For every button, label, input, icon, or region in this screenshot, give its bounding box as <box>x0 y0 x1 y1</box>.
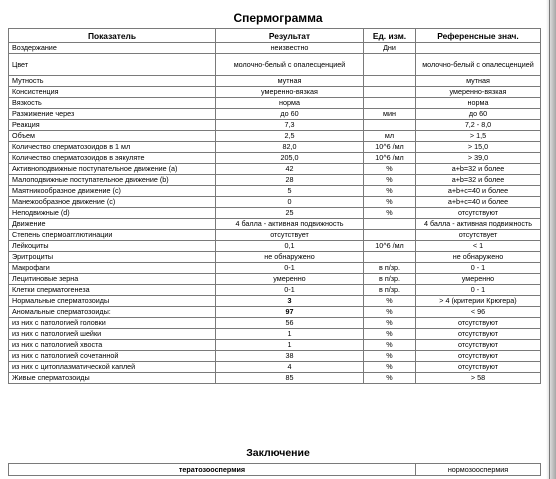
conclusion-table <box>8 463 541 476</box>
cell-result: 4 балла - активная подвижность <box>216 219 364 230</box>
cell-unit <box>364 76 416 87</box>
cell-unit: % <box>364 340 416 351</box>
table-row <box>9 318 541 329</box>
header-result: Результат <box>216 29 364 43</box>
table-row <box>9 131 541 142</box>
cell-indicator: из них с цитоплазматической каплей <box>9 362 216 373</box>
cell-indicator: Движение <box>9 219 216 230</box>
header-unit: Ед. изм. <box>364 29 416 43</box>
cell-unit: % <box>364 296 416 307</box>
table-row <box>9 120 541 131</box>
cell-result: 2,5 <box>216 131 364 142</box>
page-edge-shadow <box>546 0 556 479</box>
cell-reference: > 58 <box>416 373 541 384</box>
cell-reference: до 60 <box>416 109 541 120</box>
cell-result: умеренно-вязкая <box>216 87 364 98</box>
cell-reference: умеренно <box>416 274 541 285</box>
table-row <box>9 274 541 285</box>
cell-indicator: Количество сперматозоидов в 1 мл <box>9 142 216 153</box>
cell-result: 97 <box>216 307 364 318</box>
cell-unit: % <box>364 362 416 373</box>
table-row <box>9 340 541 351</box>
cell-unit: мин <box>364 109 416 120</box>
table-row <box>9 230 541 241</box>
cell-indicator: Активноподвижные поступательное движение (a) <box>9 164 216 175</box>
cell-result: неизвестно <box>216 43 364 54</box>
cell-reference: норма <box>416 98 541 109</box>
table-row <box>9 153 541 164</box>
cell-result: 5 <box>216 186 364 197</box>
table-row <box>9 87 541 98</box>
cell-unit <box>364 252 416 263</box>
cell-reference: молочно-белый с опалесценцией <box>416 54 541 76</box>
cell-indicator: Вязкость <box>9 98 216 109</box>
cell-unit: % <box>364 373 416 384</box>
cell-unit: в п/зр. <box>364 263 416 274</box>
cell-reference: a+b+c=40 и более <box>416 186 541 197</box>
cell-reference: > 4 (критерии Крюгера) <box>416 296 541 307</box>
header-reference: Референсные знач. <box>416 29 541 43</box>
table-row <box>9 329 541 340</box>
cell-unit: в п/зр. <box>364 274 416 285</box>
cell-reference: 4 балла - активная подвижность <box>416 219 541 230</box>
cell-result: 0,1 <box>216 241 364 252</box>
cell-reference: отсутствуют <box>416 329 541 340</box>
cell-reference: > 39,0 <box>416 153 541 164</box>
cell-indicator: Реакция <box>9 120 216 131</box>
cell-unit: 10^6 /мл <box>364 241 416 252</box>
cell-indicator: Макрофаги <box>9 263 216 274</box>
table-row <box>9 109 541 120</box>
cell-reference: 0 - 1 <box>416 285 541 296</box>
cell-indicator: из них с патологией шейки <box>9 329 216 340</box>
cell-indicator: Степень спермоагглютинации <box>9 230 216 241</box>
cell-indicator: Клетки сперматогенеза <box>9 285 216 296</box>
cell-indicator: из них с патологией хвоста <box>9 340 216 351</box>
table-row <box>9 362 541 373</box>
table-row <box>9 263 541 274</box>
table-row <box>9 351 541 362</box>
table-row <box>9 54 541 76</box>
table-row <box>9 142 541 153</box>
cell-unit: % <box>364 318 416 329</box>
cell-reference: 0 - 1 <box>416 263 541 274</box>
cell-reference: отсутствуют <box>416 318 541 329</box>
cell-result: 85 <box>216 373 364 384</box>
table-row <box>9 76 541 87</box>
table-row <box>9 241 541 252</box>
cell-indicator: Количество сперматозоидов в эякуляте <box>9 153 216 164</box>
cell-result: 7,3 <box>216 120 364 131</box>
cell-indicator: Нормальные сперматозоиды <box>9 296 216 307</box>
cell-indicator: Разжижение через <box>9 109 216 120</box>
table-row <box>9 208 541 219</box>
cell-result: норма <box>216 98 364 109</box>
cell-reference <box>416 43 541 54</box>
cell-unit: % <box>364 197 416 208</box>
cell-result: 205,0 <box>216 153 364 164</box>
cell-indicator: Аномальные сперматозоиды: <box>9 307 216 318</box>
table-body <box>9 43 541 384</box>
cell-result: 28 <box>216 175 364 186</box>
cell-reference: > 1,5 <box>416 131 541 142</box>
table-row <box>9 373 541 384</box>
cell-result: 42 <box>216 164 364 175</box>
cell-reference: мутная <box>416 76 541 87</box>
cell-indicator: Консистенция <box>9 87 216 98</box>
cell-unit <box>364 87 416 98</box>
cell-reference: a+b=32 и более <box>416 175 541 186</box>
cell-unit: в п/зр. <box>364 285 416 296</box>
table-row <box>9 252 541 263</box>
cell-unit <box>364 230 416 241</box>
cell-reference: отсутствуют <box>416 351 541 362</box>
table-row <box>9 285 541 296</box>
cell-indicator: Маятникообразное движение (с) <box>9 186 216 197</box>
cell-result: 1 <box>216 329 364 340</box>
table-row <box>9 296 541 307</box>
cell-unit <box>364 54 416 76</box>
cell-unit: % <box>364 351 416 362</box>
table-row <box>9 98 541 109</box>
cell-result: 0-1 <box>216 263 364 274</box>
cell-indicator: Манежообразное движение (с) <box>9 197 216 208</box>
conclusion-reference: нормозооспермия <box>416 464 541 476</box>
cell-result: 4 <box>216 362 364 373</box>
cell-unit: % <box>364 186 416 197</box>
cell-reference: a+b+c=40 и более <box>416 197 541 208</box>
conclusion-row <box>9 464 541 476</box>
cell-unit: 10^6 /мл <box>364 153 416 164</box>
cell-reference: a+b=32 и более <box>416 164 541 175</box>
conclusion-title: Заключение <box>246 447 310 459</box>
cell-reference: отсутствуют <box>416 340 541 351</box>
cell-result: 38 <box>216 351 364 362</box>
cell-indicator: Неподвижные (d) <box>9 208 216 219</box>
report-title: Спермограмма <box>233 11 323 25</box>
cell-indicator: Живые сперматозоиды <box>9 373 216 384</box>
cell-result: 0 <box>216 197 364 208</box>
cell-unit: 10^6 /мл <box>364 142 416 153</box>
cell-result: 82,0 <box>216 142 364 153</box>
table-row <box>9 197 541 208</box>
cell-unit: % <box>364 208 416 219</box>
cell-unit <box>364 98 416 109</box>
table-row <box>9 186 541 197</box>
spermogram-table <box>8 28 541 384</box>
table-row <box>9 43 541 54</box>
cell-result: молочно-белый с опалесценцией <box>216 54 364 76</box>
cell-reference: < 1 <box>416 241 541 252</box>
cell-unit: % <box>364 307 416 318</box>
cell-unit <box>364 219 416 230</box>
cell-indicator: Лецитиновые зерна <box>9 274 216 285</box>
cell-result: отсутствует <box>216 230 364 241</box>
table-row <box>9 175 541 186</box>
cell-result: умеренно <box>216 274 364 285</box>
cell-result: мутная <box>216 76 364 87</box>
cell-reference: < 96 <box>416 307 541 318</box>
cell-result: 0-1 <box>216 285 364 296</box>
cell-reference: отсутствует <box>416 230 541 241</box>
cell-result: до 60 <box>216 109 364 120</box>
cell-reference: 7,2 - 8,0 <box>416 120 541 131</box>
cell-result: не обнаружено <box>216 252 364 263</box>
cell-result: 3 <box>216 296 364 307</box>
cell-unit: % <box>364 175 416 186</box>
cell-indicator: Воздержание <box>9 43 216 54</box>
table-row <box>9 307 541 318</box>
cell-result: 25 <box>216 208 364 219</box>
cell-unit: Дни <box>364 43 416 54</box>
cell-indicator: из них с патологией головки <box>9 318 216 329</box>
cell-result: 56 <box>216 318 364 329</box>
table-header-row <box>9 29 541 43</box>
cell-indicator: Мутность <box>9 76 216 87</box>
cell-result: 1 <box>216 340 364 351</box>
cell-indicator: Объем <box>9 131 216 142</box>
cell-reference: не обнаружено <box>416 252 541 263</box>
cell-unit: мл <box>364 131 416 142</box>
cell-indicator: Цвет <box>9 54 216 76</box>
cell-indicator: из них с патологией сочетанной <box>9 351 216 362</box>
table-row <box>9 164 541 175</box>
cell-indicator: Лейкоциты <box>9 241 216 252</box>
cell-reference: отсутствуют <box>416 208 541 219</box>
cell-unit <box>364 120 416 131</box>
conclusion-result: тератозооспермия <box>9 464 416 476</box>
cell-indicator: Эритроциты <box>9 252 216 263</box>
cell-indicator: Малоподвижные поступательное движение (b) <box>9 175 216 186</box>
cell-reference: умеренно-вязкая <box>416 87 541 98</box>
cell-unit: % <box>364 329 416 340</box>
header-indicator: Показатель <box>9 29 216 43</box>
cell-unit: % <box>364 164 416 175</box>
cell-reference: > 15,0 <box>416 142 541 153</box>
table-row <box>9 219 541 230</box>
cell-reference: отсутствуют <box>416 362 541 373</box>
